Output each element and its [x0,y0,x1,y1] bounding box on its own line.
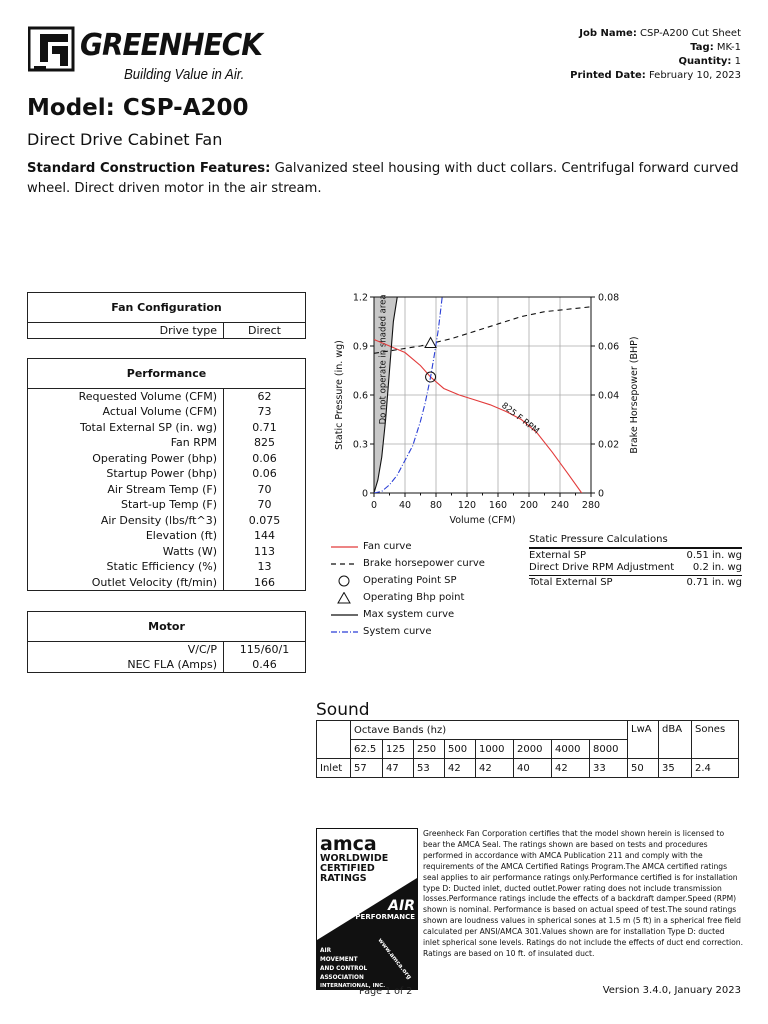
operating-point-bhp-marker [425,338,436,348]
sp-calc-label: Direct Drive RPM Adjustment [529,562,675,573]
amca-url: www.amca.org [376,936,413,981]
sound-value: 42 [445,759,476,778]
spec-value: 0.71 [224,420,306,436]
spec-value: 13 [224,559,306,575]
brand-name: GREENHECK [80,28,262,63]
spec-label: NEC FLA (Amps) [28,657,224,673]
model-title: Model: CSP-A200 [27,95,249,121]
x-tick-label: 200 [519,500,539,511]
sound-value: 47 [383,759,414,778]
spec-label: Outlet Velocity (ft/min) [28,575,224,591]
construction-features: Standard Construction Features: Galvanized steel housing with duct collars. Centrifugal forward curved wheel. Direct driven motor in the air stream. [27,161,739,196]
performance-heading: Performance [28,359,306,389]
amca-performance-word: PERFORMANCE [355,913,415,921]
spec-label: Fan RPM [28,435,224,451]
band-header: 62.5 [351,740,383,759]
legend-item-fan-curve [330,538,530,555]
job-printed-date-row: Printed Date: February 10, 2023 [570,70,741,81]
x-tick-label: 240 [550,500,570,511]
spec-label: Actual Volume (CFM) [28,404,224,420]
spec-value: 144 [224,528,306,544]
amca-air-word: AIR [388,898,415,914]
x-tick-label: 280 [581,500,601,511]
spec-label: Elevation (ft) [28,528,224,544]
dba-header: dBA [659,721,692,759]
octave-bands-header: Octave Bands (hz) [351,721,628,740]
sound-value: 53 [414,759,445,778]
x-tick-label: 40 [398,500,412,511]
sound-value: 42 [476,759,514,778]
sound-value: 33 [590,759,628,778]
spec-label: Air Density (lbs/ft^3) [28,513,224,529]
x-tick-label: 120 [457,500,477,511]
spec-label: Operating Power (bhp) [28,451,224,467]
sp-calc-row [529,547,742,561]
legend-swatch-solid-black [330,609,360,621]
spec-label: V/C/P [28,642,224,658]
band-header: 1000 [476,740,514,759]
legend-item-system-curve [330,623,530,640]
y-axis-label: Static Pressure (in. wg) [334,340,345,450]
legend-label: System curve [363,626,432,637]
sp-calc-value: 0.51 in. wg [686,550,742,561]
legend-item-max-system-curve [330,606,530,623]
amca-line: AIR [320,948,332,954]
sp-calc-label: External SP [529,550,587,561]
version-label: Version 3.4.0, January 2023 [602,985,741,996]
greenheck-logo [28,26,260,88]
sound-title: Sound [316,700,370,720]
band-header: 250 [414,740,445,759]
spec-label: Requested Volume (CFM) [28,389,224,405]
y2-tick-label: 0.08 [598,292,620,304]
legend-item-bhp-curve [330,555,530,572]
amca-line: AND CONTROL [320,966,368,972]
sound-corner-cell [317,721,351,759]
job-info [570,27,741,83]
spec-value: 115/60/1 [224,642,306,658]
y-tick-label: 0.3 [352,439,368,451]
do-not-operate-label: Do not operate in shaded area [378,294,389,425]
x-axis-label: Volume (CFM) [449,515,516,526]
spec-label: Air Stream Temp (F) [28,482,224,498]
amca-line: CERTIFIED [320,863,375,874]
amca-line: ASSOCIATION [320,975,364,981]
legend-swatch-solid-red [330,541,360,553]
spec-value: 73 [224,404,306,420]
sound-row-inlet [317,759,739,778]
motor-heading: Motor [28,612,306,642]
spec-value: 70 [224,482,306,498]
x-tick-label: 80 [429,500,443,511]
spec-value: 0.06 [224,466,306,482]
legend-label: Operating Bhp point [363,592,465,603]
amca-line: MOVEMENT [320,957,358,963]
spec-label: Static Efficiency (%) [28,559,224,575]
y2-tick-label: 0.06 [598,341,620,353]
legend-item-operating-point-sp [330,572,530,589]
spec-value: 0.06 [224,451,306,467]
sp-calc-caption: Static Pressure Calculations [529,534,668,545]
brand-tagline: Building Value in Air. [124,66,245,83]
spec-value: 62 [224,389,306,405]
sp-calc-total-label: Total External SP [529,577,613,588]
amca-word: amca [320,833,377,855]
rpm-curve-label: 825 F RPM [499,400,541,437]
sp-calc-row [529,561,742,575]
fan-curve-chart [316,286,656,531]
amca-line: RATINGS [320,873,367,884]
fan-configuration-heading: Fan Configuration [28,293,306,323]
x-tick-label: 0 [370,500,378,511]
spec-value: Direct [224,323,306,339]
spec-value: 166 [224,575,306,591]
sound-value: 40 [514,759,552,778]
band-header: 125 [383,740,414,759]
job-tag-row: Tag: MK-1 [690,42,741,53]
spec-label: Total External SP (in. wg) [28,420,224,436]
performance-table [27,358,306,591]
x-tick-label: 160 [488,500,508,511]
y-tick-label: 1.2 [352,292,368,304]
sp-calc-total-value: 0.71 in. wg [686,577,742,588]
spec-value: 0.075 [224,513,306,529]
chart-legend [330,538,530,640]
legend-label: Fan curve [363,541,412,552]
job-quantity-row: Quantity: 1 [678,56,741,67]
sound-table [316,720,739,778]
lwa-header: LwA [628,721,659,759]
y2-tick-label: 0 [598,488,605,500]
job-name-row: Job Name: CSP-A200 Cut Sheet [579,28,741,39]
amca-line: INTERNATIONAL, INC. [320,983,386,989]
legend-label: Operating Point SP [363,575,457,586]
sound-row-label: Inlet [317,759,351,778]
legend-swatch-dashdot-blue [330,626,360,638]
sones-header: Sones [692,721,739,759]
legend-label: Max system curve [363,609,455,620]
y2-tick-label: 0.04 [598,390,620,402]
motor-table [27,611,306,673]
greenheck-logo-icon [28,26,76,72]
spec-label: Drive type [28,323,224,339]
spec-value: 70 [224,497,306,513]
y-tick-label: 0.9 [352,341,368,353]
spec-value: 0.46 [224,657,306,673]
triangle-icon [330,592,360,604]
y-tick-label: 0 [361,488,368,500]
amca-seal [316,828,418,990]
band-header: 500 [445,740,476,759]
spec-value: 113 [224,544,306,560]
sound-value: 42 [552,759,590,778]
spec-value: 825 [224,435,306,451]
legend-label: Brake horsepower curve [363,558,485,569]
legend-swatch-dashed [330,558,360,570]
static-pressure-calculations [529,532,742,589]
sones-value: 2.4 [692,759,739,778]
lwa-value: 50 [628,759,659,778]
amca-line: WORLDWIDE [320,853,389,864]
y2-tick-label: 0.02 [598,439,620,451]
spec-label: Watts (W) [28,544,224,560]
sp-calc-value: 0.2 in. wg [692,562,742,573]
band-header: 2000 [514,740,552,759]
band-header: 8000 [590,740,628,759]
band-header: 4000 [552,740,590,759]
spec-label: Start-up Temp (F) [28,497,224,513]
y-tick-label: 0.6 [352,390,368,402]
model-subtitle: Direct Drive Cabinet Fan [27,130,223,149]
page-number: Page 1 of 2 [359,986,413,997]
sp-calc-total-row [529,575,742,589]
fan-configuration-table [27,292,306,339]
spec-label: Startup Power (bhp) [28,466,224,482]
amca-certification-text: Greenheck Fan Corporation certifies that the model shown herein is licensed to bear the AMCA Seal. The ratings shown are based on tests and procedures performed in accordance with AMCA Publication 211 and comply with the requirements of the AMCA Certified Ratings Program.The AMCA certified ratings seal applies to air performance ratings only.Performance certified is for installation type D: Ducted inlet, ducted outlet.Power rating does not include transmission losses.Performance ratings include the effects of a backdraft damper.Speed (RPM) shown is nominal. Performance is based on actual speed of test.The sound ratings shown are loudness values in spherical sones at 1.5 m (5 ft) in a spherical free field calculated per ANSI/AMCA 301.Values shown are for installation Type D: ducted inlet spherical sone levels. Ratings do not include the effects of duct end correction. Ratings are based on 10 ft. of insulated duct. [423,829,743,958]
circle-icon [330,575,360,587]
dba-value: 35 [659,759,692,778]
sound-value: 57 [351,759,383,778]
y2-axis-label: Brake Horsepower (BHP) [629,336,640,454]
legend-item-operating-bhp [330,589,530,606]
